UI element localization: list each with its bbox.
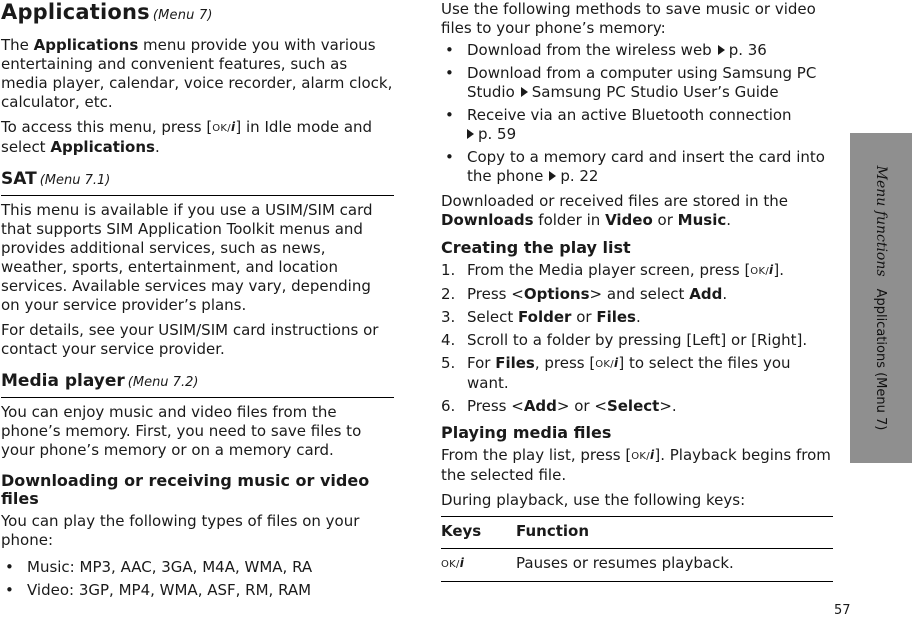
ok-key-icon: OK/i	[750, 263, 774, 277]
list-item: 1. From the Media player screen, press [OK/i].	[441, 261, 785, 279]
downloading-heading: Downloading or receiving music or video files	[1, 471, 370, 508]
table-row	[441, 549, 833, 582]
list-item: • Receive via an active Bluetooth connection p. 59	[441, 106, 834, 144]
sat-heading: SAT (Menu 7.1)	[1, 169, 394, 196]
sat-body: This menu is available if you use a USIM/SIM card that supports SIM Application Toolkit menus and provides additional services, such as news, weather, sports, entertainment, and location services. Available services may vary, depending on your service provider’s plans.	[1, 201, 373, 314]
arrow-right-icon	[549, 171, 556, 181]
list-item: • Music: MP3, AAC, 3GA, M4A, WMA, RA	[1, 558, 394, 577]
arrow-right-icon	[521, 87, 528, 97]
list-item: • Download from the wireless web p. 36	[441, 41, 834, 60]
during-playback-text: During playback, use the following keys:	[441, 491, 746, 509]
methods-list	[441, 41, 834, 186]
table-header-row	[441, 517, 833, 549]
keys-table	[441, 516, 833, 582]
file-types-list	[1, 558, 394, 600]
ok-key-icon: OK/i	[595, 356, 619, 370]
methods-intro: Use the following methods to save music or video files to your phone’s memory:	[441, 0, 816, 37]
media-player-body: You can enjoy music and video files from the phone’s memory. First, you need to save files to your phone’s memory or on a memory card.	[1, 403, 362, 459]
playlist-heading: Creating the play list	[441, 238, 631, 257]
right-column	[441, 0, 834, 582]
list-item: 3. Select Folder or Files.	[441, 308, 641, 326]
downloading-body: You can play the following types of files on your phone:	[1, 512, 360, 549]
stored-paragraph: Downloaded or received files are stored in the Downloads folder in Video or Music.	[441, 192, 789, 229]
page-title: Applications (Menu 7)	[1, 0, 213, 24]
column-header-keys: Keys	[441, 517, 516, 549]
table-cell-key	[441, 549, 516, 582]
media-player-heading: Media player (Menu 7.2)	[1, 371, 394, 398]
playlist-steps	[441, 261, 834, 416]
list-item: 2. Press <Options> and select Add.	[441, 285, 728, 303]
list-item: • Copy to a memory card and insert the card into the phone p. 22	[441, 148, 834, 186]
side-tab-label: Menu functionsApplications (Menu 7)	[873, 165, 889, 431]
list-item: • Download from a computer using Samsung PC Studio Samsung PC Studio User’s Guide	[441, 64, 834, 102]
section-side-tab	[850, 133, 912, 463]
table-cell-function: Pauses or resumes playback.	[516, 549, 833, 582]
ok-key-icon: OK/i	[631, 448, 655, 462]
ok-key-icon: OK/i	[441, 556, 465, 570]
ok-key-icon: OK/i	[212, 120, 236, 134]
list-item: 5. For Files, press [OK/i] to select the files you want.	[441, 354, 791, 392]
column-header-function: Function	[516, 517, 833, 549]
playing-body: From the play list, press [OK/i]. Playback begins from the selected file.	[441, 446, 831, 484]
list-item: 6. Press <Add> or <Select>.	[441, 397, 677, 415]
sat-details: For details, see your USIM/SIM card instructions or contact your service provider.	[1, 321, 379, 358]
intro-paragraph: The Applications menu provide you with various entertaining and convenient features, such as media player, calendar, voice recorder, alarm clock, calculator, etc.	[1, 36, 393, 111]
left-column	[1, 0, 394, 604]
arrow-right-icon	[718, 45, 725, 55]
playing-heading: Playing media files	[441, 423, 612, 442]
page-number: 57	[834, 603, 851, 618]
list-item: • Video: 3GP, MP4, WMA, ASF, RM, RAM	[1, 581, 394, 600]
access-paragraph: To access this menu, press [OK/i] in Idle mode and select Applications.	[1, 118, 373, 156]
list-item: 4. Scroll to a folder by pressing [Left] or [Right].	[441, 331, 808, 349]
arrow-right-icon	[467, 129, 474, 139]
